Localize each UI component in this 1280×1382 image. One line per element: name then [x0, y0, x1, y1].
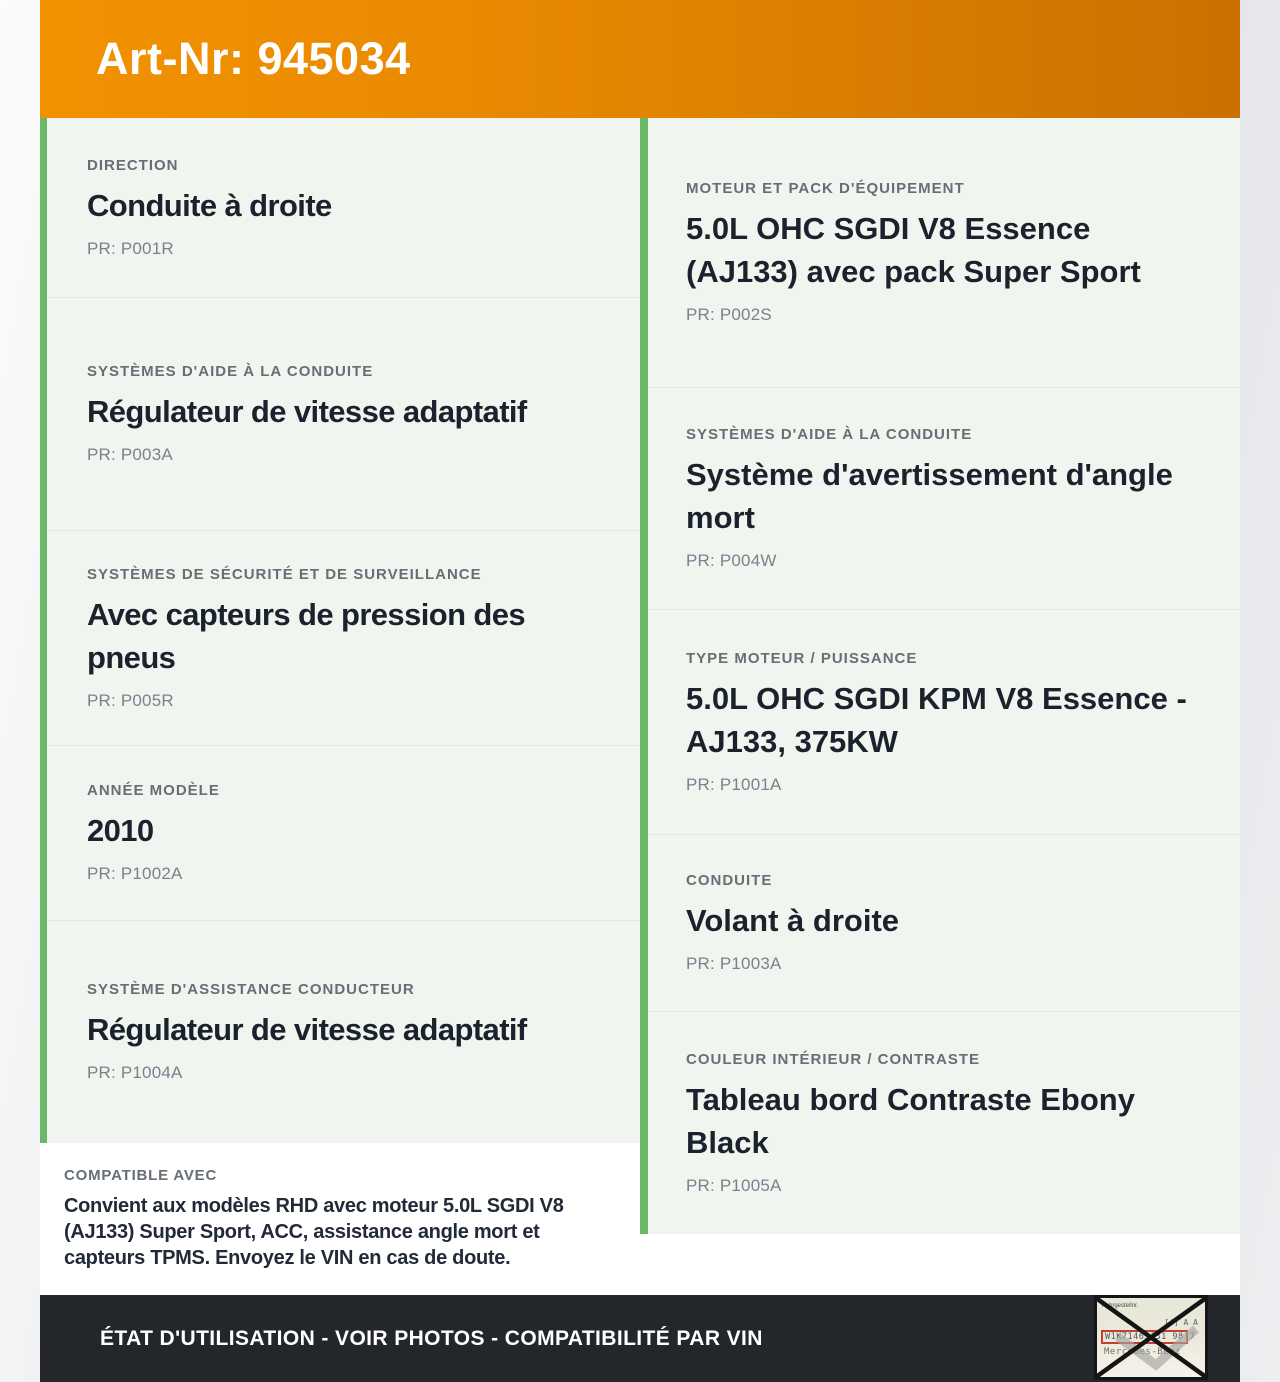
- attribute-card-aide-conduite: [47, 297, 640, 530]
- attribute-value: Tableau bord Contraste Ebony Black: [686, 1081, 1135, 1160]
- attribute-card-type-moteur: [648, 609, 1240, 834]
- attribute-pr-code: PR: P1001A: [686, 774, 782, 794]
- attributes-column-right: [640, 118, 1240, 1295]
- attribute-category-label: MOTEUR ET PACK D'ÉQUIPEMENT: [686, 180, 965, 197]
- attribute-category-label: SYSTÈMES DE SÉCURITÉ ET DE SURVEILLANCE: [87, 565, 482, 583]
- attributes-column-left: [40, 118, 640, 1295]
- attribute-category-label: DIRECTION: [87, 156, 179, 174]
- attribute-card-conduite: [648, 834, 1240, 1011]
- attribute-value: Régulateur de vitesse adaptatif: [87, 394, 527, 429]
- vin-plate-code: [4] A A: [1164, 1318, 1198, 1327]
- attribute-pr-code: PR: P003A: [87, 445, 173, 464]
- vin-plate-stamp: [1094, 1295, 1208, 1380]
- compatibility-card: [40, 1143, 640, 1295]
- article-header: [40, 0, 1240, 118]
- vin-plate-brand: Mercedes-Benz: [1104, 1347, 1181, 1357]
- left-green-section: [40, 118, 640, 1143]
- attribute-value: 5.0L OHC SGDI V8 Essence (AJ133) avec pack Super Sport: [686, 211, 1141, 289]
- attribute-pr-code: PR: P1002A: [87, 864, 183, 883]
- attribute-value: Système d'avertissement d'angle mort: [686, 457, 1173, 535]
- attribute-category-label: SYSTÈMES D'AIDE À LA CONDUITE: [686, 426, 973, 443]
- attribute-value: Volant à droite: [686, 903, 900, 938]
- product-sheet: [40, 0, 1240, 1382]
- attribute-value: Conduite à droite: [87, 187, 332, 223]
- attribute-card-moteur-pack: [648, 118, 1240, 387]
- attribute-category-label: SYSTÈMES D'AIDE À LA CONDUITE: [87, 363, 374, 380]
- article-number-title: Art-Nr: 945034: [96, 33, 411, 84]
- attribute-card-assistance-conducteur: [47, 920, 640, 1143]
- attribute-category-label: SYSTÈME D'ASSISTANCE CONDUCTEUR: [87, 981, 415, 998]
- attribute-columns: [40, 118, 1240, 1295]
- attribute-pr-code: PR: P001R: [87, 238, 174, 258]
- attribute-category-label: ANNÉE MODÈLE: [87, 782, 220, 799]
- attribute-card-couleur-interieur: [648, 1011, 1240, 1234]
- attribute-card-angle-mort: [648, 387, 1240, 609]
- attribute-pr-code: PR: P004W: [686, 551, 777, 570]
- attribute-pr-code: PR: P005R: [87, 690, 174, 710]
- crossed-out-envelope-icon: [1094, 1295, 1208, 1380]
- attribute-pr-code: PR: P1003A: [686, 954, 782, 973]
- vin-suffix: 7: [1189, 1332, 1195, 1342]
- footer-bar: [40, 1295, 1240, 1382]
- attribute-pr-code: PR: P002S: [686, 305, 772, 324]
- attribute-value: 5.0L OHC SGDI KPM V8 Essence - AJ133, 375KW: [686, 680, 1187, 759]
- attribute-value: 2010: [87, 813, 154, 848]
- attribute-value: Régulateur de vitesse adaptatif: [87, 1012, 527, 1047]
- attribute-category-label: COULEUR INTÉRIEUR / CONTRASTE: [686, 1050, 981, 1068]
- attribute-card-direction: [47, 118, 640, 297]
- attribute-pr-code: PR: P1004A: [87, 1063, 183, 1082]
- vin-number: W1K71463J31 98: [1101, 1330, 1188, 1344]
- attribute-pr-code: PR: P1005A: [686, 1175, 782, 1195]
- footer-text: ÉTAT D'UTILISATION - VOIR PHOTOS - COMPATIBILITÉ PAR VIN: [100, 1326, 763, 1350]
- vin-plate-small-label: Fahrgestellnr.: [1102, 1303, 1139, 1309]
- attribute-value: Avec capteurs de pression des pneus: [87, 596, 526, 675]
- compatibility-text: Convient aux modèles RHD avec moteur 5.0L SGDI V8 (AJ133) Super Sport, ACC, assistance angle mort et capteurs TPMS. Envoyez le VIN en cas de doute.: [64, 1195, 564, 1269]
- compatibility-label: COMPATIBLE AVEC: [64, 1167, 218, 1184]
- right-green-section: [640, 118, 1240, 1234]
- attribute-card-securite: [47, 530, 640, 745]
- attribute-card-annee-modele: [47, 745, 640, 920]
- attribute-category-label: TYPE MOTEUR / PUISSANCE: [686, 649, 918, 667]
- attribute-category-label: CONDUITE: [686, 872, 773, 889]
